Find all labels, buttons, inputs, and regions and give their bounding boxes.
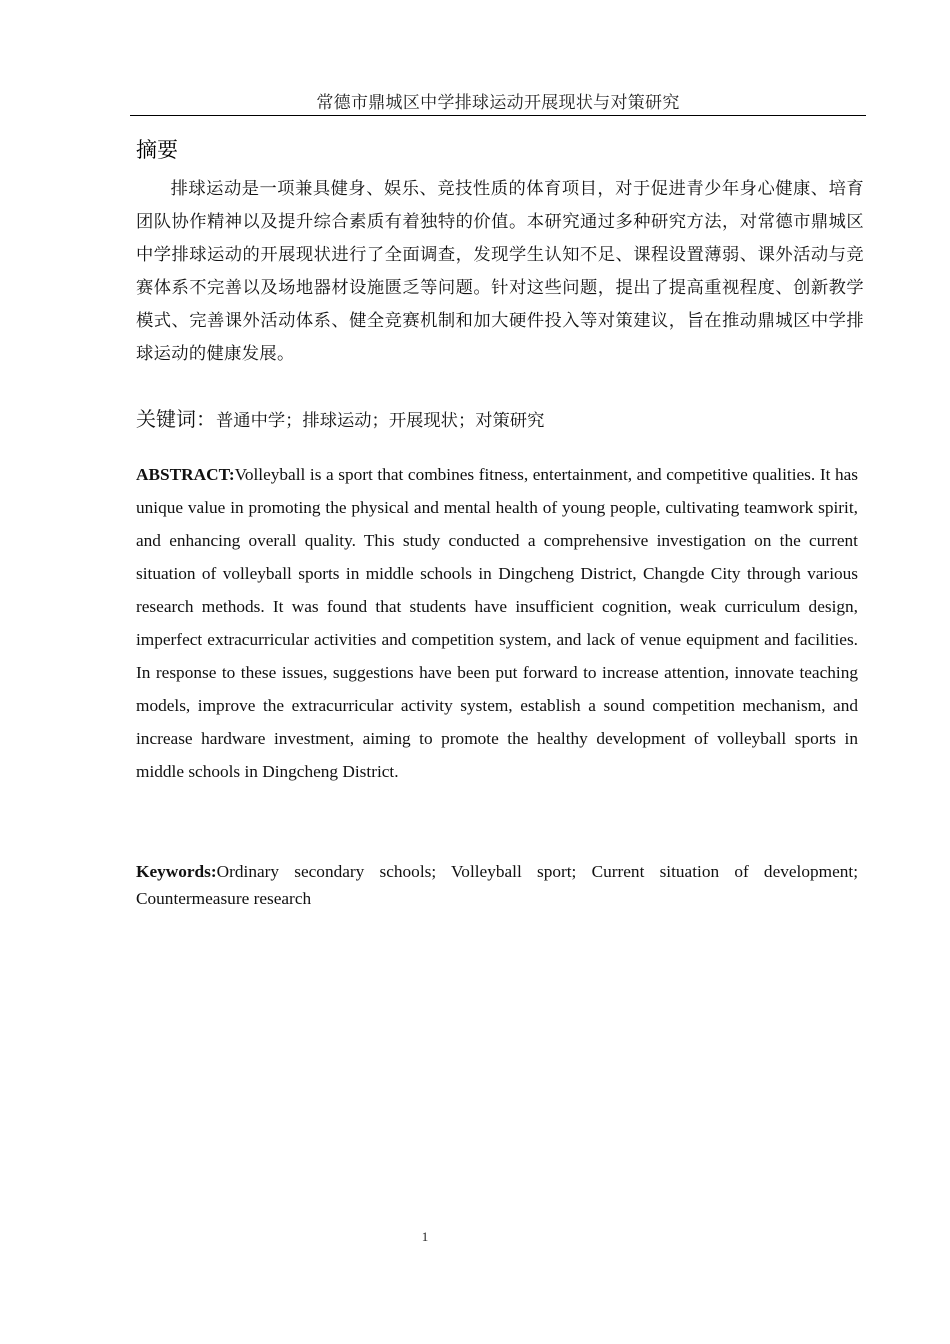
english-abstract-label: ABSTRACT:	[136, 465, 235, 484]
running-header	[130, 90, 866, 116]
page-number: 1	[421, 1229, 429, 1244]
chinese-abstract-heading: 摘要	[136, 138, 178, 162]
chinese-abstract-body: 排球运动是一项兼具健身、娱乐、竞技性质的体育项目，对于促进青少年身心健康、培育团队协作精神以及提升综合素质有着独特的价值。本研究通过多种研究方法，对常德市鼎城区中学排球运动的开展现状进行了全面调查，发现学生认知不足、课程设置薄弱、课外活动与竞赛体系不完善以及场地器材设施匮乏等问题。针对这些问题，提出了提高重视程度、创新教学模式、完善课外活动体系、健全竞赛机制和加大硬件投入等对策建议，旨在推动鼎城区中学排球运动的健康发展。	[136, 179, 864, 363]
chinese-keywords	[136, 404, 544, 436]
english-keywords	[136, 858, 858, 912]
chinese-keywords-value: 普通中学；排球运动；开展现状；对策研究	[216, 411, 545, 430]
english-abstract	[136, 458, 858, 788]
running-header-title: 常德市鼎城区中学排球运动开展现状与对策研究	[316, 93, 680, 112]
chinese-keywords-label: 关键词：	[136, 407, 216, 431]
english-keywords-label: Keywords:	[136, 862, 217, 881]
english-keywords-value: Ordinary secondary schools; Volleyball sport; Current situation of development; Countermeasure research	[136, 862, 858, 908]
english-abstract-body: Volleyball is a sport that combines fitness, entertainment, and competitive qualities. It has unique value in promoting the physical and mental health of young people, cultivating teamwork spirit, and enhancing overall quality. This study conducted a comprehensive investigation on the current situation of volleyball sports in middle schools in Dingcheng District, Changde City through various research methods. It was found that students have insufficient cognition, weak curriculum design, imperfect extracurricular activities and competition system, and lack of venue equipment and facilities. In response to these issues, suggestions have been put forward to increase attention, innovate teaching models, improve the extracurricular activity system, establish a sound competition mechanism, and increase hardware investment, aiming to promote the healthy development of volleyball sports in middle schools in Dingcheng District.	[136, 465, 858, 781]
